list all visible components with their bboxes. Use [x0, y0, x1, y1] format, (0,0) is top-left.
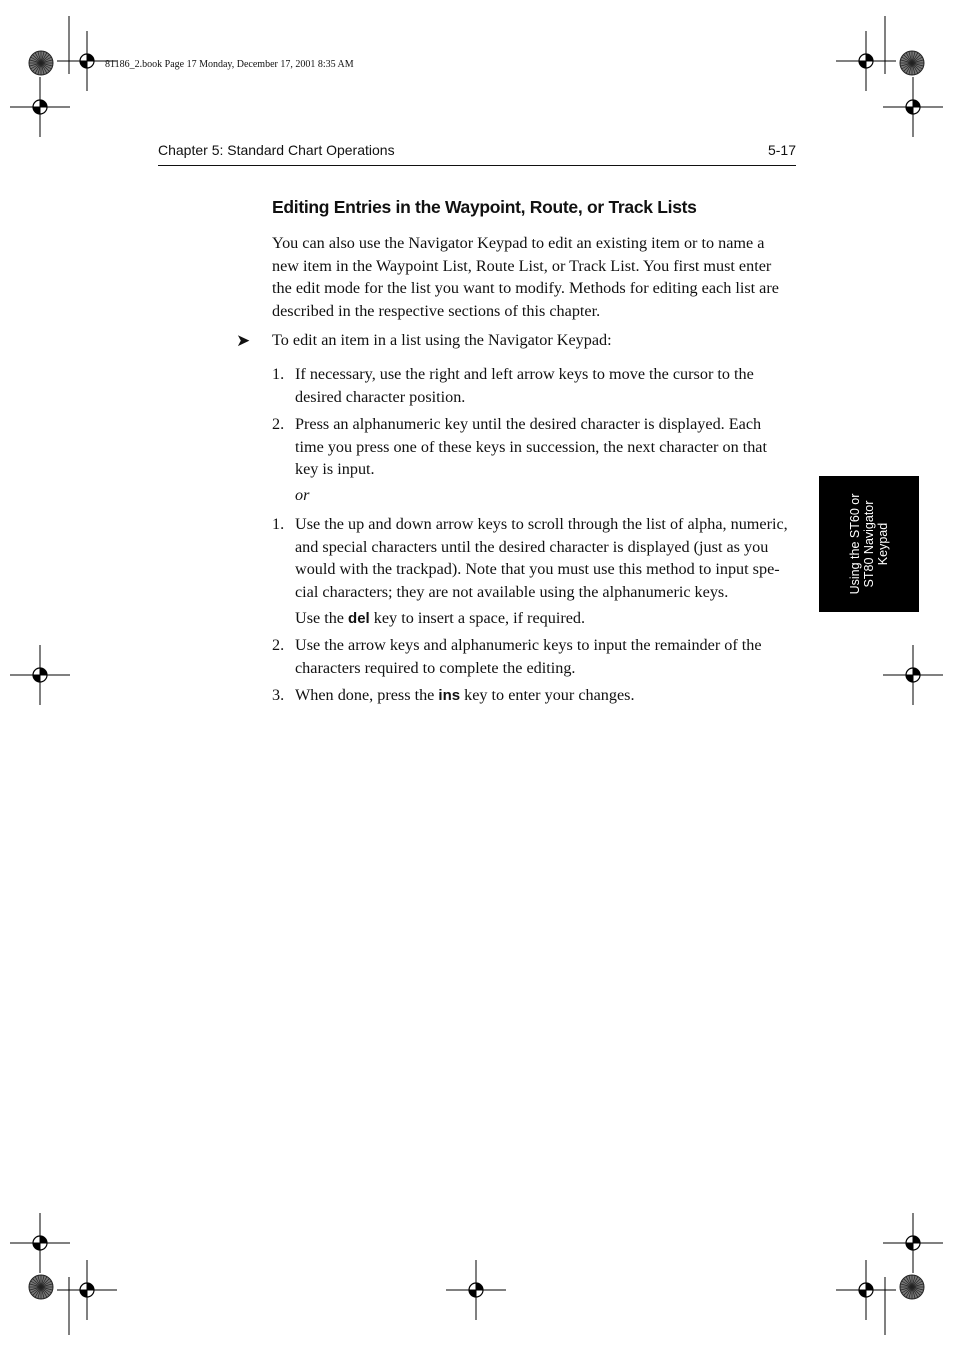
step-line: and special characters until the desired character is displayed (just as you [295, 537, 769, 556]
step-line: Use the up and down arrow keys to scroll through the list of alpha, numeric, [295, 515, 788, 533]
registration-mark [469, 1290, 476, 1297]
registration-mark [866, 54, 873, 61]
registration-mark [40, 1236, 47, 1243]
page-number: 5-17 [767, 142, 796, 158]
step-number: 2. [272, 415, 285, 433]
registration-mark [906, 1243, 913, 1250]
intro-line: new item in the Waypoint List, Route List, or Track List. You first must enter [272, 256, 772, 275]
intro-paragraph [272, 232, 802, 322]
registration-mark [913, 1236, 920, 1243]
procedure-arrow-icon: ➤ [236, 331, 251, 350]
registration-mark [80, 61, 87, 68]
step-text-part: key to enter your changes. [460, 686, 635, 704]
step-number: 2. [272, 636, 285, 654]
step-text [295, 634, 800, 679]
running-header-chapter: Chapter 5: Standard Chart Operations [158, 142, 395, 158]
or-separator: or [295, 486, 310, 504]
thumb-tab-line: ST80 Navigator [862, 500, 876, 588]
step-line: Use the arrow keys and alphanumeric keys to input the remainder of the [295, 636, 762, 654]
header-rule [158, 165, 796, 166]
thumb-tab-label [848, 480, 890, 608]
thumb-tab-line: Using the ST60 or [848, 493, 862, 595]
registration-mark [33, 675, 40, 682]
step-number: 1. [272, 515, 285, 533]
note-text: Use the [295, 609, 349, 627]
registration-mark [33, 1243, 40, 1250]
intro-line: You can also use the Navigator Keypad to edit an existing item or to name a [272, 234, 765, 252]
registration-mark [859, 1290, 866, 1297]
registration-mark [866, 1283, 873, 1290]
section-heading: Editing Entries in the Waypoint, Route, or Track Lists [272, 197, 697, 217]
step-line: If necessary, use the right and left arrow keys to move the cursor to the [295, 365, 754, 383]
registration-mark [40, 668, 47, 675]
registration-mark [33, 107, 40, 114]
registration-mark [476, 1283, 483, 1290]
del-key-label: del [348, 610, 370, 627]
step-text [295, 684, 800, 708]
step-line: time you press one of these keys in succession, the next character on that [295, 437, 767, 456]
registration-mark [906, 675, 913, 682]
step-line: cial characters; they are not available using the alphanumeric keys. [295, 582, 729, 601]
registration-mark [906, 107, 913, 114]
step-text-part: When done, press the [295, 686, 439, 704]
step-number: 3. [272, 686, 285, 704]
step-line: would with the trackpad). Note that you must use this method to input spe- [295, 560, 780, 578]
step-text [295, 513, 800, 603]
thumb-tab-line: Keypad [876, 522, 890, 566]
section-thumb-tab [819, 476, 919, 612]
registration-mark [87, 1283, 94, 1290]
registration-mark [913, 100, 920, 107]
step-line: characters required to complete the editing. [295, 658, 576, 677]
step-note [295, 607, 800, 631]
step-text [295, 413, 800, 481]
registration-mark [80, 1290, 87, 1297]
note-text: key to insert a space, if required. [369, 609, 586, 627]
registration-mark [913, 668, 920, 675]
registration-mark [87, 54, 94, 61]
ins-key-label: ins [438, 687, 461, 704]
step-line: desired character position. [295, 387, 466, 406]
step-line: Press an alphanumeric key until the desired character is displayed. Each [295, 415, 762, 433]
intro-line: described in the respective sections of this chapter. [272, 301, 601, 320]
step-number: 1. [272, 365, 285, 383]
registration-mark [859, 61, 866, 68]
file-slug: 81186_2.book Page 17 Monday, December 17, 2001 8:35 AM [105, 59, 354, 70]
registration-mark [40, 100, 47, 107]
step-line: key is input. [295, 460, 375, 478]
step-text [295, 363, 800, 408]
intro-line: the edit mode for the list you want to modify. Methods for editing each list are [272, 279, 779, 297]
procedure-title: To edit an item in a list using the Navigator Keypad: [272, 331, 612, 349]
